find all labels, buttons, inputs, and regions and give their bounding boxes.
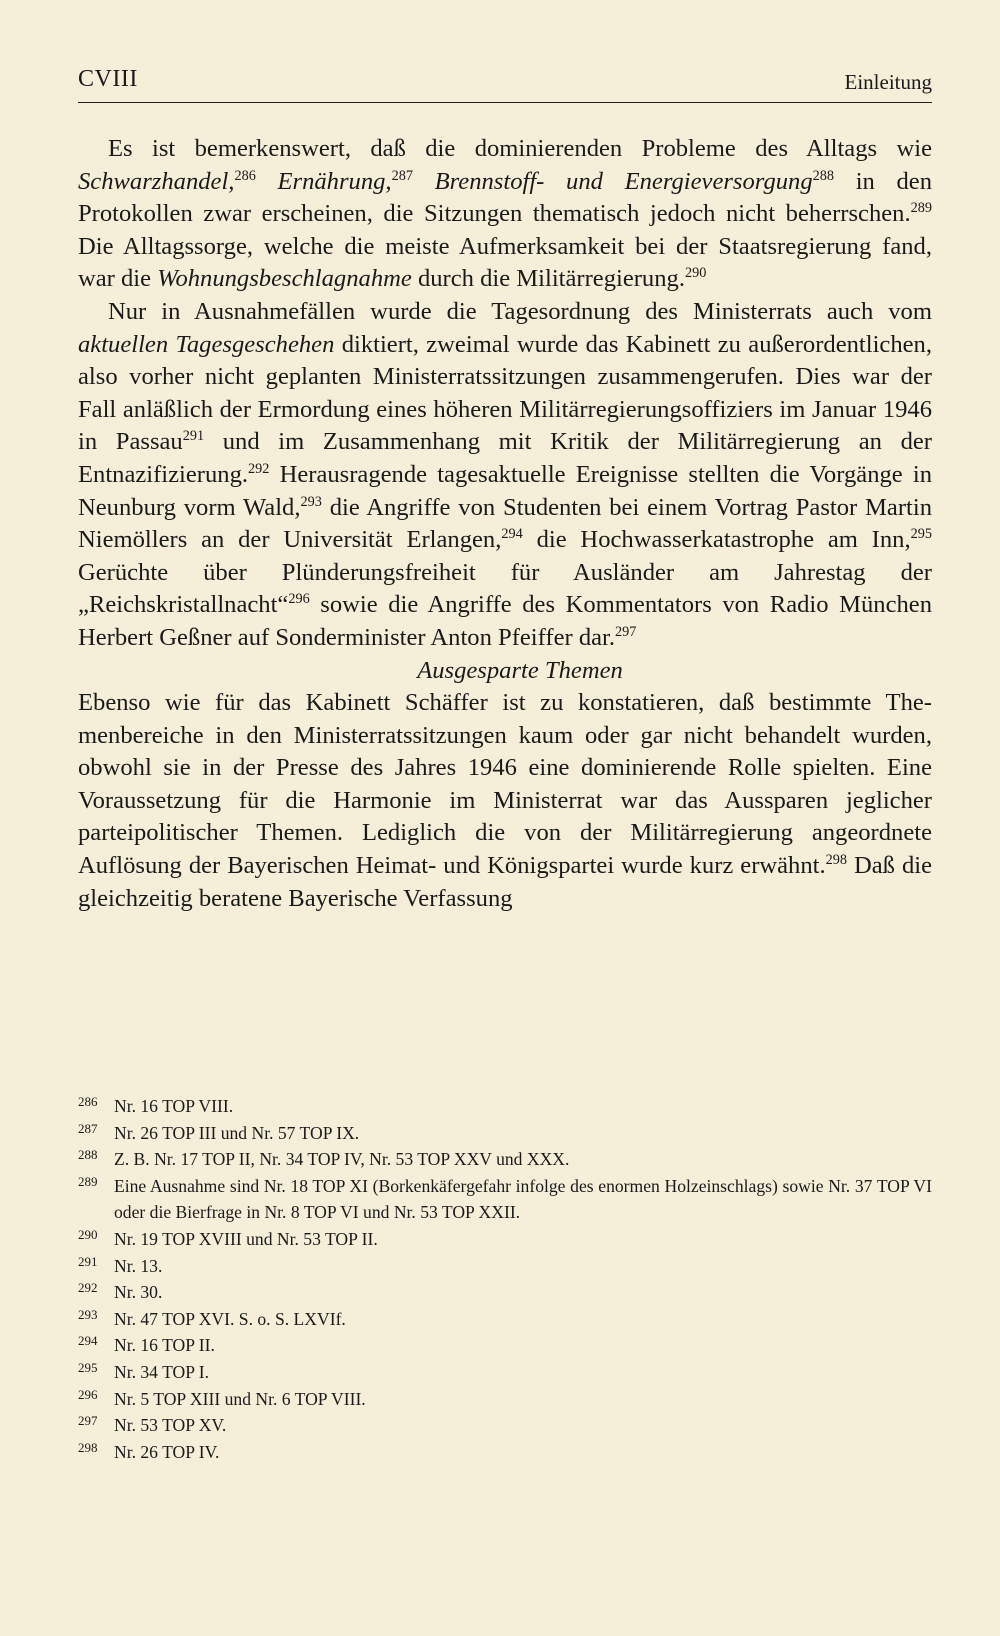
text-span: Nur in Ausnahmefällen wurde die Tagesordnung des Ministerrats auch vom [108,297,932,325]
text-span: und im Zusammenhang mit Kritik der Militärregierung an der Entnazifizierung. [78,428,932,488]
footnote-text: Nr. 47 TOP XVI. S. o. S. LXVIf. [114,1308,346,1329]
italic-term: Schwarzhandel, [78,167,235,195]
footnote-ref: 295 [910,525,932,542]
body-text [78,133,932,915]
footnote-ref: 287 [391,167,413,184]
text-span: in den Protokollen zwar erscheinen, die Sitzungen thematisch jedoch nicht beherrschen. [78,167,933,228]
footnote-ref: 293 [300,493,322,510]
footnote [78,1306,932,1333]
footnote-text: Nr. 26 TOP III und Nr. 57 TOP IX. [114,1122,360,1143]
footnote [78,1439,932,1466]
text-span: Die Alltagssorge, welche die meiste Aufmerksamkeit bei der Staatsregierung fand, war die [78,232,932,293]
footnote-number: 295 [78,1359,98,1375]
footnote [78,1253,932,1280]
text-span: Herausragende tagesaktuelle Ereignisse stellten die Vorgänge in Neunburg vorm Wald, [78,460,932,521]
footnote-number: 286 [78,1094,98,1109]
text-span: Es ist bemerkenswert, daß die dominierenden Probleme des Alltags wie [108,135,932,162]
footnotes [78,1093,932,1465]
page-header [78,62,932,103]
paragraph-2 [78,296,932,655]
footnote [78,1386,932,1413]
footnote [78,1359,932,1386]
footnote-text: Z. B. Nr. 17 TOP II, Nr. 34 TOP IV, Nr. 53 TOP XXV und XXX. [114,1149,570,1170]
paragraph-1 [78,133,932,296]
footnote-ref: 289 [910,200,932,216]
footnote-number: 297 [78,1413,98,1429]
footnote-ref: 290 [684,265,707,282]
footnote-text: Nr. 30. [114,1282,163,1303]
footnote-text: Nr. 16 TOP II. [114,1335,215,1356]
italic-term: Wohnungsbeschlagnahme [157,265,412,293]
footnote-number: 289 [78,1173,98,1189]
footnote-ref: 297 [615,623,637,640]
footnote-text: Nr. 19 TOP XVIII und Nr. 53 TOP II. [114,1228,378,1249]
footnote [78,1093,932,1120]
footnote [78,1173,932,1226]
section-heading: Ausgesparte Themen [417,656,623,684]
footnote-ref: 292 [248,460,270,477]
text-span: Gerüchte über Plünderungsfreiheit für Ausländer am Jahrestag der „Reichskristallnacht“ [78,558,932,619]
italic-term: aktuellen Tagesgeschehen [78,330,335,358]
footnote [78,1146,932,1173]
footnote-number: 288 [78,1147,98,1163]
text-span: Daß die gleichzeitig beratene Bayerische Verfassung [78,852,932,912]
footnote [78,1120,932,1147]
footnote-number: 287 [78,1120,98,1136]
italic-term: Ernährung, [255,167,392,195]
text-span: durch die Militärregierung. [411,265,685,293]
footnote [78,1279,932,1306]
footnote-ref: 298 [825,851,848,868]
footnote [78,1226,932,1253]
footnote-number: 294 [78,1333,98,1349]
page-number: CVIII [78,66,138,92]
text-span: diktiert, zweimal wurde das Kabinett zu außerordentlichen, also vorher nicht geplanten Ministerratssitzungen zusammengerufen. Dies war der Fall anläßlich der Ermordung eines höheren Militärregierungsoffiziers im Januar 1946 in Passau [78,330,932,456]
footnote-ref: 296 [288,591,310,608]
footnote-text: Nr. 5 TOP XIII und Nr. 6 TOP VIII. [114,1388,366,1409]
footnote-number: 296 [78,1386,98,1402]
text-span: die Angriffe von Studenten bei einem Vortrag Pastor Martin Niemöllers an der Universität Erlangen, [78,493,932,554]
footnote-text: Nr. 53 TOP XV. [114,1415,227,1436]
footnote [78,1412,932,1439]
footnote-text: Nr. 16 TOP VIII. [114,1096,234,1116]
text-span: sowie die Angriffe des Kommentators von Radio München Herbert Geßner auf Sonderminister Anton Pfeiffer dar. [78,591,932,651]
footnote [78,1332,932,1359]
paragraph-3 [78,687,932,915]
footnote-number: 290 [78,1226,98,1242]
footnote-text: Nr. 26 TOP IV. [114,1441,220,1462]
footnote-ref: 294 [501,525,523,542]
footnote-ref: 291 [182,428,205,445]
footnote-text: Nr. 13. [114,1255,163,1276]
text-span: Ebenso wie für das Kabinett Schäffer ist zu konstatieren, daß bestimmte Themenbereiche in den Ministerratssitzungen kaum oder gar nicht behandelt wurden, obwohl sie in der Presse des Jahres 1946 eine dominierende Rolle spielten. Eine Voraussetzung für die Harmonie im Ministerrat war das Aussparen jeglicher parteipolitischer Themen. Lediglich die von der Militärregierung angeordnete Auflösung der Bayerischen Heimat- und Königspartei wurde kurz erwähnt. [78,689,932,880]
italic-term: Brennstoff- und Energieversorgung [412,167,813,195]
footnote-number: 298 [78,1439,98,1455]
footnote-ref: 288 [812,167,835,184]
footnote-number: 293 [78,1306,98,1322]
footnote-text: Nr. 34 TOP I. [114,1361,209,1382]
footnote-text: Eine Ausnahme sind Nr. 18 TOP XI (Borkenkäfergefahr infolge des enormen Holzeinschlags) sowie Nr. 37 TOP VI oder die Bierfrage in Nr. 8 TOP VI und Nr. 53 TOP XXII. [114,1175,932,1223]
running-title: Einleitung [844,70,932,94]
footnote-number: 292 [78,1280,98,1296]
footnote-ref: 286 [234,167,256,184]
footnote-number: 291 [78,1253,98,1269]
text-span: die Hochwasserkatastrophe am Inn, [522,526,911,554]
